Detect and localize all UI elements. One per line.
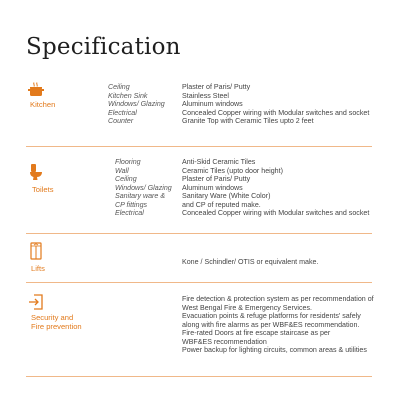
category-label: Kitchen: [30, 100, 56, 109]
spec-values: [182, 83, 369, 126]
spec-value: Evacuation points & refuge platforms for residents' safely: [182, 312, 361, 320]
category-toilets: [27, 163, 54, 194]
spec-value: Concealed Copper wiring with Modular switches and socket: [182, 108, 370, 117]
category-kitchen: [27, 81, 56, 109]
spec-value: Power backup for lighting circuits, common areas & utilities: [182, 346, 367, 354]
spec-value: Sanitary Ware (White Color): [182, 192, 271, 200]
spec-keys: [108, 83, 165, 126]
spec-value: West Bengal Fire & Emergency Services.: [182, 303, 312, 312]
spec-key: CP fittings: [115, 200, 148, 209]
spec-key: Electrical: [108, 108, 137, 117]
spec-values: [182, 295, 374, 355]
category-label: Lifts: [31, 264, 45, 273]
spec-key: Ceiling: [108, 83, 130, 91]
spec-key: Wall: [115, 166, 129, 175]
spec-value: and CP of reputed make.: [182, 200, 261, 209]
cooking-pot-icon: [27, 81, 45, 99]
spec-value: Ceramic Tiles (upto door height): [182, 166, 283, 175]
spec-key: Electrical: [115, 209, 144, 217]
spec-value: Plaster of Paris/ Putty: [182, 175, 251, 183]
spec-key: Counter: [108, 117, 134, 125]
spec-value: Anti-Skid Ceramic Tiles: [182, 158, 256, 166]
section-divider: [26, 146, 372, 147]
category-label: Security and: [31, 313, 74, 322]
spec-value: Aluminum windows: [182, 100, 243, 108]
spec-value: Stainless Steel: [182, 91, 229, 100]
category-label: Fire prevention: [31, 322, 82, 331]
spec-key: Windows/ Glazing: [115, 183, 172, 192]
page-title: Specification: [26, 34, 181, 60]
spec-value: Aluminum windows: [182, 183, 243, 192]
section-divider: [26, 282, 372, 283]
spec-value: Granite Top with Ceramic Tiles upto 2 feet: [182, 117, 314, 125]
spec-values: [182, 158, 369, 218]
category-label: Toilets: [32, 185, 54, 194]
elevator-icon: [27, 242, 45, 260]
spec-key: Ceiling: [115, 175, 137, 183]
spec-key: Flooring: [115, 158, 141, 166]
spec-key: Kitchen Sink: [108, 91, 148, 100]
spec-value: Plaster of Paris/ Putty: [182, 83, 251, 91]
spec-value: Fire detection & protection system as per recommendation of: [182, 295, 374, 303]
spec-value: along with fire alarms as per WBF&ES recommendation.: [182, 320, 360, 329]
section-divider: [26, 233, 372, 234]
section-divider: [26, 376, 372, 377]
spec-values: [182, 258, 318, 267]
spec-value: WBF&ES recommendation: [182, 337, 267, 346]
exit-door-icon: [27, 293, 45, 311]
spec-value: Fire-rated Doors at fire escape staircase as per: [182, 329, 331, 337]
spec-key: Sanitary ware &: [115, 192, 166, 200]
spec-key: Windows/ Glazing: [108, 100, 165, 108]
category-security-fire: [27, 293, 82, 331]
spec-value: Concealed Copper wiring with Modular switches and socket: [182, 209, 370, 217]
toilet-icon: [27, 163, 45, 181]
spec-value: Kone / Schindler/ OTIS or equivalent make.: [182, 258, 319, 266]
spec-keys: [115, 158, 172, 218]
category-lifts: [27, 242, 45, 273]
